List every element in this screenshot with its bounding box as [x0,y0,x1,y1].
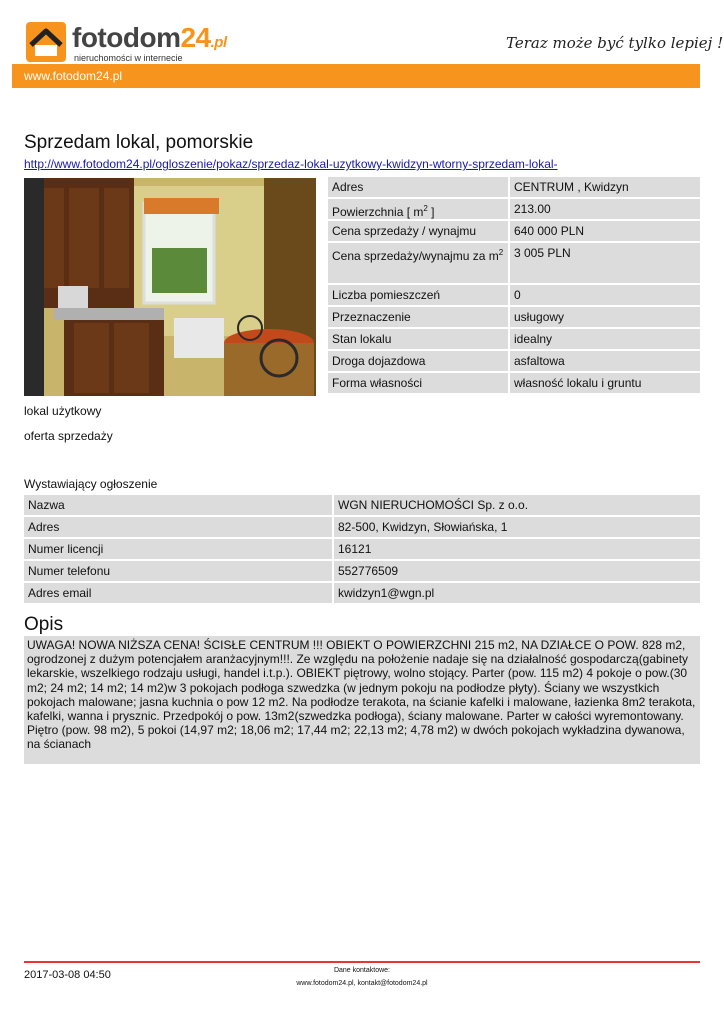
footer-date: 2017-03-08 04:50 [24,969,111,981]
advertiser-row [24,561,700,581]
advertiser-row [24,495,700,515]
property-label: Cena sprzedaży / wynajmu [328,221,508,241]
property-table [328,177,700,395]
property-row [328,329,700,349]
advertiser-label: Numer telefonu [24,561,332,581]
property-label: Liczba pomieszczeń [328,285,508,305]
advertiser-value: 16121 [334,539,700,559]
property-label: Cena sprzedaży/wynajmu za $m^2$ [328,243,508,283]
property-value: asfaltowa [510,351,700,371]
page-title: Sprzedam lokal, pomorskie [24,132,254,153]
advertiser-value: 552776509 [334,561,700,581]
brand-accent: 24 [180,22,211,53]
brand-subtitle: nieruchomości w internecie [74,53,183,63]
advertiser-row [24,583,700,603]
property-row [328,351,700,371]
property-value: 3 005 PLN [510,243,700,283]
listing-url-link[interactable]: http://www.fotodom24.pl/ogloszenie/pokaz/sprzedaz-lokal-uzytkowy-kwidzyn-wtorny-sprzedam-lokal- [24,157,558,171]
property-label: Powierzchnia [ $m^2$ ] [328,199,508,219]
advertiser-row [24,539,700,559]
house-logo-icon [26,22,66,62]
advertiser-value: WGN NIERUCHOMOŚCI Sp. z o.o. [334,495,700,515]
property-value: usługowy [510,307,700,327]
property-label: Stan lokalu [328,329,508,349]
advertiser-value[interactable]: kwidzyn1@wgn.pl [334,583,700,603]
brand-pl: .pl [210,34,227,51]
property-value: własność lokalu i gruntu [510,373,700,393]
property-row [328,243,700,283]
slogan: Teraz może być tylko lepiej ! [506,34,724,52]
property-row [328,177,700,197]
property-label: Przeznaczenie [328,307,508,327]
footer-contact-info: www.fotodom24.pl, kontakt@fotodom24.pl [296,980,428,987]
property-value: CENTRUM , Kwidzyn [510,177,700,197]
feature-type: lokal użytkowy [24,404,102,418]
advertiser-label: Adres email [24,583,332,603]
property-row [328,307,700,327]
advertiser-table [24,495,700,605]
advertiser-row [24,517,700,537]
property-value: 0 [510,285,700,305]
property-label: Adres [328,177,508,197]
footer-divider [24,961,700,963]
advertiser-label: Adres [24,517,332,537]
advertiser-value: 82-500, Kwidzyn, Słowiańska, 1 [334,517,700,537]
property-value: 213.00 [510,199,700,219]
site-url-link[interactable]: www.fotodom24.pl [24,69,123,83]
property-row [328,199,700,219]
property-row [328,221,700,241]
property-value: idealny [510,329,700,349]
property-row [328,373,700,393]
property-value: 640 000 PLN [510,221,700,241]
brand-main: fotodom [72,22,181,53]
advertiser-label: Numer licencji [24,539,332,559]
footer-contact-label: Dane kontaktowe: [333,967,391,974]
description-heading: Opis [24,614,64,635]
property-row [328,285,700,305]
description-text: UWAGA! NOWA NIŻSZA CENA! ŚCISŁE CENTRUM !!! OBIEKT O POWIERZCHNI 215 m2, NA DZIAŁCE O POW. 828 m2, ogrodzonej z dużym potencjałem aranżacyjnym!!!. Ze względu na położenie nadaje się na działalność gospodarczą(gabinety lekarskie, wszelkiego rodzaju usługi, handel i.t.p.). OBIEKT piętrowy, wolno stojący. Parter (pow. 115 m2) 4 pokoje o pow.(30 m2; 24 m2; 14 m2; 14 m2)w 3 pokojach podłoga szwedzka (w jednym pokoju na podłodze płyty). Ściany we wszystkich pokojach malowane; jasna kuchnia o pow 12 m2. Na podłodze terakota, na ścianie kafelki i malowane, łazienka 8m2 terakota, kafelki, wanna i prysznic. Przedpokój o pow. 13m2(szwedzka podłoga), ściany malowane. Parter w całości wyremontowany. Piętro (pow. 98 m2), 5 pokoi (14,97 m2; 18,06 m2; 17,44 m2; 22,13 m2; 4,78 m2) w dwóch pokojach wykładzina dywanowa, na ścianach [24,636,700,764]
advertiser-label: Nazwa [24,495,332,515]
property-label: Forma własności [328,373,508,393]
listing-photo[interactable] [24,178,316,396]
feature-offer: oferta sprzedaży [24,429,113,443]
advertiser-heading: Wystawiający ogłoszenie [24,477,158,491]
property-label: Droga dojazdowa [328,351,508,371]
